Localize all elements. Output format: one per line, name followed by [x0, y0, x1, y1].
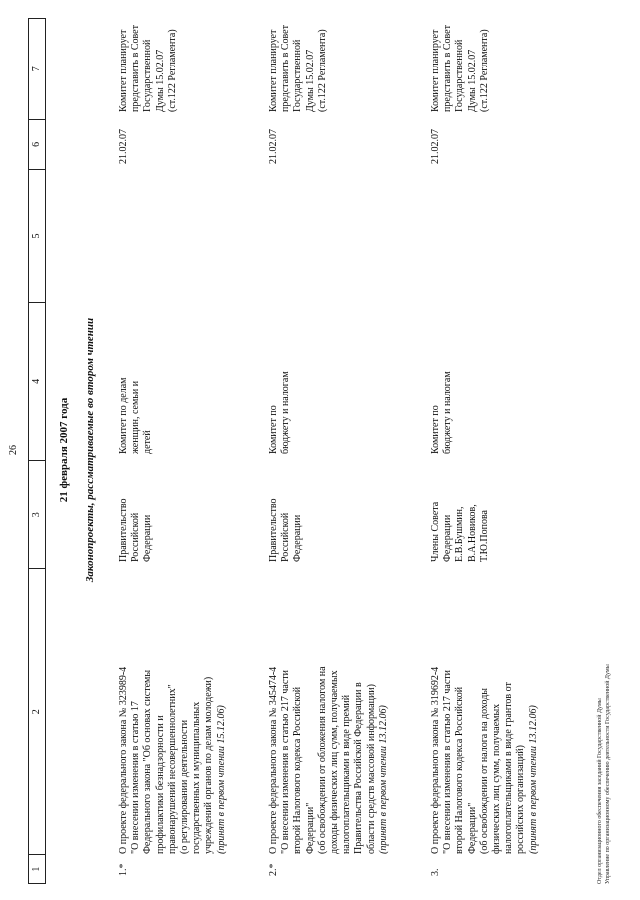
initiator: [268, 492, 305, 562]
section-title: Законопроекты, рассматриваемые во втором чтении: [84, 317, 96, 583]
responsible-committee: [118, 354, 155, 454]
responsible-committee-line: Комитет по: [430, 405, 441, 454]
bill-title: [430, 624, 540, 854]
bill-title-line: государственных и муниципальных: [191, 701, 203, 854]
remark-line: Комитет планирует: [118, 29, 129, 112]
initiator-line: Т.Ю.Попова: [478, 510, 490, 562]
remark-line: Государственной: [454, 39, 466, 112]
remark-line: (ст.122 Регламента): [166, 29, 178, 112]
page-number: 26: [8, 445, 19, 455]
remark-line: Комитет планирует: [268, 29, 279, 112]
initiator: [118, 492, 155, 562]
initiator-line: Правительство: [268, 498, 279, 562]
footer-line-1: Отдел организационного обеспечения заседаний Государственной Думы: [597, 698, 603, 884]
table-header-row: [28, 18, 46, 884]
responsible-committee-line: бюджету и налогам: [442, 371, 454, 454]
row-number: 1.*: [118, 863, 129, 876]
bill-title-line: второй Налогового кодекса Российской: [292, 686, 304, 854]
bill-title: [118, 624, 228, 854]
reading-note: (принят в первом чтении 13.12.06): [527, 705, 539, 854]
remark-line: (ст.122 Регламента): [478, 29, 490, 112]
bill-title-line: налогоплательщиками в виде грантов от: [503, 682, 515, 854]
initiator-line: Е.В.Бушмин,: [454, 506, 466, 562]
bill-title-line: доходы физических лиц сумм, получаемых: [329, 670, 341, 854]
bill-title-line: "О внесении изменения в статью 217 части: [280, 670, 292, 854]
remark-line: Государственной: [142, 39, 154, 112]
remark-line: Думы 15.02.07: [154, 49, 166, 112]
bill-title-line: (о регулировании деятельности: [179, 719, 191, 854]
bill-title: [268, 624, 390, 854]
bill-title-line: "О внесении изменения в статью 17: [130, 701, 142, 854]
bill-title-line: профилактики безнадзорности и: [154, 715, 166, 854]
footer: [596, 664, 612, 884]
bill-title-line: Федерации": [466, 802, 478, 854]
responsible-committee: [268, 354, 292, 454]
initiator-line: Федерации: [292, 514, 304, 562]
footer-line-2: Управление по организационному обеспечению деятельности Государственной Думы: [605, 664, 611, 884]
responsible-committee-line: детей: [142, 430, 154, 454]
remark-line: Думы 15.02.07: [304, 49, 316, 112]
header-col-7: 7: [29, 19, 45, 120]
remark-line: Думы 15.02.07: [466, 49, 478, 112]
bill-title-line: российских организаций): [515, 745, 527, 854]
header-col-2: 2: [29, 569, 45, 855]
bill-title-line: (об освобождении от обложения налогом на: [316, 666, 328, 854]
remark-line: (ст.122 Регламента): [316, 29, 328, 112]
consideration-date: 21.02.07: [118, 129, 129, 164]
bill-title-line: О проекте федерального закона № 345474-4: [268, 666, 279, 854]
reading-note: (принят в первом чтении 13.12.06): [377, 705, 389, 854]
bill-title-line: "О внесении изменения в статью 217 части: [442, 670, 454, 854]
remark: [430, 20, 491, 112]
responsible-committee-line: бюджету и налогам: [280, 371, 292, 454]
header-col-1: 1: [31, 866, 42, 872]
bill-title-line: О проекте федерального закона № 319692-4: [430, 666, 441, 854]
responsible-committee: [430, 354, 454, 454]
header-col-5: 5: [29, 170, 45, 302]
bill-title-line: (об освобождении от налога на доходы: [478, 687, 490, 854]
row-number: 2.*: [268, 863, 279, 876]
bill-title-line: правонарушений несовершеннолетних": [166, 684, 178, 854]
bill-title-line: учреждений органов по делам молодежи): [203, 676, 215, 854]
bill-title-line: второй Налогового кодекса Российской: [454, 686, 466, 854]
header-col-4: 4: [29, 303, 45, 461]
header-col-6: 6: [29, 120, 45, 171]
responsible-committee-line: Комитет по: [268, 405, 279, 454]
consideration-date: 21.02.07: [268, 129, 279, 164]
initiator-line: Российской: [130, 512, 142, 562]
initiator-line: Члены Совета: [430, 501, 441, 562]
remark: [118, 20, 179, 112]
initiator: [430, 492, 491, 562]
initiator-line: Российской: [280, 512, 292, 562]
responsible-committee-line: женщин, семьи и: [130, 380, 142, 454]
remark-line: представить в Совет: [130, 25, 142, 112]
bill-title-line: Правительства Российской Федерации в: [353, 682, 365, 854]
remark-line: представить в Совет: [442, 25, 454, 112]
bill-title-line: О проекте федерального закона № 323989-4: [118, 666, 129, 854]
initiator-line: В.А.Новиков,: [466, 504, 478, 562]
reading-note: (принят в первом чтении 15.12.06): [215, 705, 227, 854]
remark-line: представить в Совет: [280, 25, 292, 112]
remark-line: Государственной: [292, 39, 304, 112]
bill-title-line: физических лиц сумм, получаемых: [491, 703, 503, 854]
consideration-date: 21.02.07: [430, 129, 441, 164]
bill-title-line: Федерации": [304, 802, 316, 854]
bill-title-line: Федерального закона "Об основах системы: [142, 669, 154, 854]
remark-line: Комитет планирует: [430, 29, 441, 112]
initiator-line: Федерации: [142, 514, 154, 562]
date-title: 21 февраля 2007 года: [58, 397, 70, 503]
remark: [268, 20, 329, 112]
responsible-committee-line: Комитет по делам: [118, 377, 129, 454]
initiator-line: Правительство: [118, 498, 129, 562]
header-col-3: 3: [29, 461, 45, 570]
row-number: 3.: [430, 868, 441, 876]
bill-title-line: налогоплательщиками в виде премий: [341, 694, 353, 854]
bill-title-line: области средств массовой информации): [365, 684, 377, 854]
initiator-line: Федерации: [442, 514, 454, 562]
